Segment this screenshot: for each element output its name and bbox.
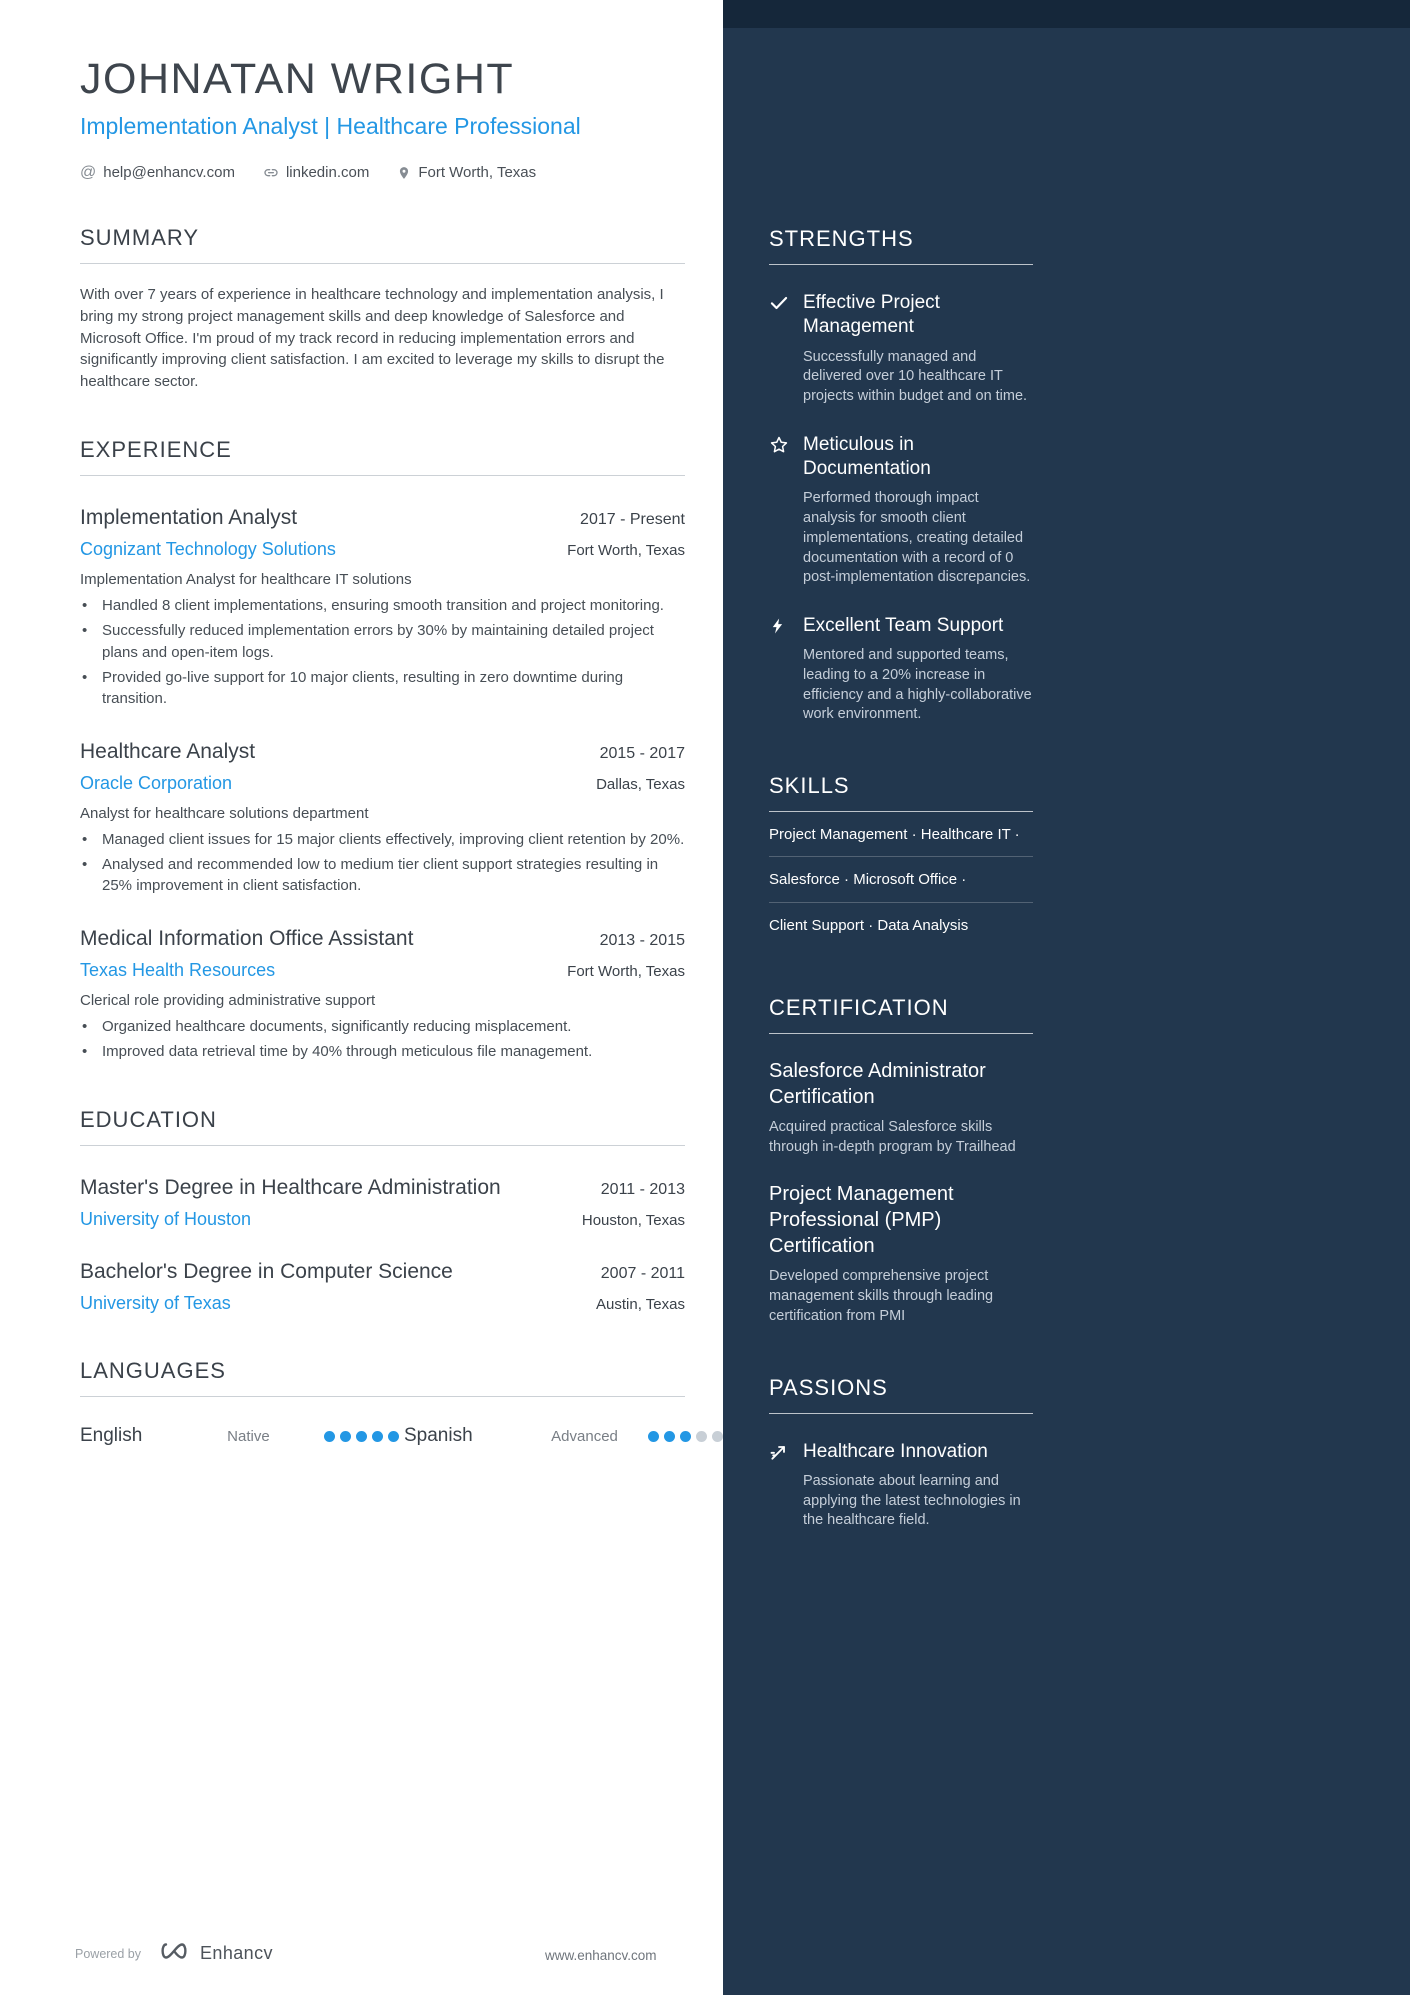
certification-item bbox=[769, 1181, 1033, 1326]
job-location: Fort Worth, Texas bbox=[567, 963, 685, 981]
linkedin-text: linkedin.com bbox=[285, 164, 370, 181]
school-name: University of Texas bbox=[80, 1293, 231, 1314]
job-title: Healthcare Analyst bbox=[80, 739, 256, 763]
certification-heading: CERTIFICATION bbox=[769, 995, 1033, 1034]
section-summary bbox=[80, 225, 685, 393]
education-entry bbox=[80, 1258, 685, 1314]
language-proficiency-dots bbox=[324, 1431, 404, 1442]
check-icon bbox=[769, 291, 803, 407]
job-description: Clerical role providing administrative support bbox=[80, 992, 376, 1010]
bullet-item: • Provided go-live support for 10 major clients, resulting in zero downtime during transition. bbox=[102, 667, 685, 710]
job-dates: 2013 - 2015 bbox=[599, 931, 685, 949]
job-bullets bbox=[80, 595, 685, 709]
school-location: Houston, Texas bbox=[581, 1211, 685, 1229]
strength-item bbox=[769, 291, 1033, 407]
certification-body: Developed comprehensive project management skills through leading certification from PMI bbox=[769, 1268, 994, 1324]
language-item bbox=[404, 1425, 728, 1447]
strength-body: Performed thorough impact analysis for smooth client implementations, creating detailed documentation with a record of 0 post-implementation discrepancies. bbox=[803, 490, 1031, 586]
skills-row: Salesforce · Microsoft Office · bbox=[769, 857, 1033, 902]
location-text: Fort Worth, Texas bbox=[418, 164, 537, 181]
enhancv-brand-link[interactable] bbox=[157, 1940, 273, 1967]
job-title: Medical Information Office Assistant bbox=[80, 926, 414, 950]
strength-body: Successfully managed and delivered over 10 healthcare IT projects within budget and on time. bbox=[803, 348, 1028, 405]
summary-text: With over 7 years of experience in healthcare technology and implementation analysis, I bring my strong project management skills and deep knowledge of Salesforce and Microsoft Office. I'm proud of my track record in reducing implementation errors and significantly improving client satisfaction. I am excited to leverage my skills to disrupt the healthcare sector. bbox=[80, 286, 665, 390]
section-education bbox=[80, 1107, 685, 1315]
language-name: English bbox=[80, 1425, 143, 1447]
person-name: JOHNATAN WRIGHT bbox=[80, 55, 515, 103]
linkedin-link[interactable] bbox=[263, 164, 369, 181]
passion-item bbox=[769, 1440, 1033, 1531]
certification-item bbox=[769, 1058, 1033, 1157]
bullet-item: • Managed client issues for 15 major clients effectively, improving client retention by 20%. bbox=[102, 829, 685, 850]
job-company: Cognizant Technology Solutions bbox=[80, 539, 336, 560]
sidebar-top-strip bbox=[723, 0, 1410, 28]
strength-title: Excellent Team Support bbox=[803, 615, 1004, 636]
degree-title: Master's Degree in Healthcare Administration bbox=[80, 1175, 501, 1199]
footer-powered-by bbox=[75, 1940, 273, 1967]
section-languages bbox=[80, 1358, 685, 1447]
section-experience bbox=[80, 437, 685, 1063]
certification-body: Acquired practical Salesforce skills through in-depth program by Trailhead bbox=[769, 1118, 1016, 1155]
experience-entry bbox=[80, 738, 685, 897]
experience-entry bbox=[80, 504, 685, 710]
job-company: Texas Health Resources bbox=[80, 960, 276, 981]
strength-item bbox=[769, 433, 1033, 588]
education-dates: 2007 - 2011 bbox=[600, 1264, 685, 1282]
email-link[interactable] bbox=[80, 164, 235, 181]
education-dates: 2011 - 2013 bbox=[600, 1180, 685, 1198]
job-company: Oracle Corporation bbox=[80, 772, 233, 793]
languages-row bbox=[80, 1425, 685, 1447]
school-name: University of Houston bbox=[80, 1208, 252, 1229]
experience-heading: EXPERIENCE bbox=[80, 437, 685, 476]
language-name: Spanish bbox=[404, 1425, 473, 1447]
job-bullets bbox=[80, 1016, 685, 1063]
powered-by-label: Powered by bbox=[75, 1946, 142, 1961]
bullet-item: • Successfully reduced implementation errors by 30% by maintaining detailed project plans and open-item logs. bbox=[102, 620, 685, 663]
language-item bbox=[80, 1425, 404, 1447]
language-level: Advanced bbox=[551, 1427, 618, 1445]
education-heading: EDUCATION bbox=[80, 1107, 685, 1146]
location-item[interactable] bbox=[397, 164, 536, 181]
experience-entry bbox=[80, 925, 685, 1063]
passions-heading: PASSIONS bbox=[769, 1375, 1033, 1414]
bolt-icon bbox=[769, 614, 803, 725]
strength-title: Meticulous in Documentation bbox=[803, 433, 931, 480]
language-proficiency-dots bbox=[648, 1431, 728, 1442]
certification-title: Salesforce Administrator Certification bbox=[769, 1059, 986, 1108]
bullet-item: • Analysed and recommended low to medium tier client support strategies resulting in 25% improvement in client satisfaction. bbox=[102, 854, 685, 897]
job-description: Implementation Analyst for healthcare IT solutions bbox=[80, 571, 412, 589]
school-location: Austin, Texas bbox=[596, 1296, 685, 1314]
language-level: Native bbox=[227, 1427, 270, 1445]
job-description: Analyst for healthcare solutions department bbox=[80, 804, 369, 822]
contact-row bbox=[80, 164, 685, 181]
section-passions bbox=[769, 1375, 1033, 1531]
section-strengths bbox=[769, 226, 1033, 725]
job-dates: 2015 - 2017 bbox=[599, 744, 685, 762]
link-icon bbox=[263, 165, 279, 181]
email-text: help@enhancv.com bbox=[103, 164, 235, 181]
bullet-item: • Handled 8 client implementations, ensuring smooth transition and project monitoring. bbox=[102, 595, 685, 616]
passion-title: Healthcare Innovation bbox=[803, 1440, 988, 1462]
strengths-heading: STRENGTHS bbox=[769, 226, 1033, 265]
job-location: Dallas, Texas bbox=[596, 775, 685, 793]
section-certification bbox=[769, 995, 1033, 1327]
skills-row: Project Management · Healthcare IT · bbox=[769, 812, 1033, 857]
bullet-item: • Improved data retrieval time by 40% through meticulous file management. bbox=[102, 1041, 685, 1062]
innovation-icon bbox=[769, 1440, 803, 1531]
bullet-item: • Organized healthcare documents, significantly reducing misplacement. bbox=[102, 1016, 685, 1037]
job-location: Fort Worth, Texas bbox=[567, 542, 685, 560]
brand-name: Enhancv bbox=[200, 1943, 273, 1963]
job-bullets bbox=[80, 829, 685, 897]
star-icon bbox=[769, 433, 803, 588]
job-dates: 2017 - Present bbox=[580, 510, 685, 528]
strength-item bbox=[769, 614, 1033, 725]
section-skills bbox=[769, 773, 1033, 947]
strength-body: Mentored and supported teams, leading to a 20% increase in efficiency and a highly-collaborative work environment. bbox=[803, 647, 1032, 723]
languages-heading: LANGUAGES bbox=[80, 1358, 685, 1397]
skills-heading: SKILLS bbox=[769, 773, 1033, 812]
strength-title: Effective Project Management bbox=[803, 292, 940, 338]
passion-body: Passionate about learning and applying the latest technologies in the healthcare field. bbox=[803, 1472, 1021, 1529]
summary-heading: SUMMARY bbox=[80, 225, 685, 264]
skills-row: Client Support · Data Analysis bbox=[769, 916, 969, 934]
degree-title: Bachelor's Degree in Computer Science bbox=[80, 1259, 453, 1283]
site-url-link[interactable]: www.enhancv.com bbox=[545, 1948, 657, 1963]
headline: Implementation Analyst | Healthcare Professional bbox=[80, 113, 581, 139]
at-icon: @ bbox=[80, 163, 97, 181]
sidebar-column bbox=[723, 0, 1410, 1995]
certification-title: Project Management Professional (PMP) Certification bbox=[769, 1183, 954, 1258]
job-title: Implementation Analyst bbox=[80, 505, 298, 529]
enhancv-logo-icon bbox=[157, 1940, 191, 1967]
education-entry bbox=[80, 1174, 685, 1230]
pin-icon bbox=[397, 165, 411, 181]
